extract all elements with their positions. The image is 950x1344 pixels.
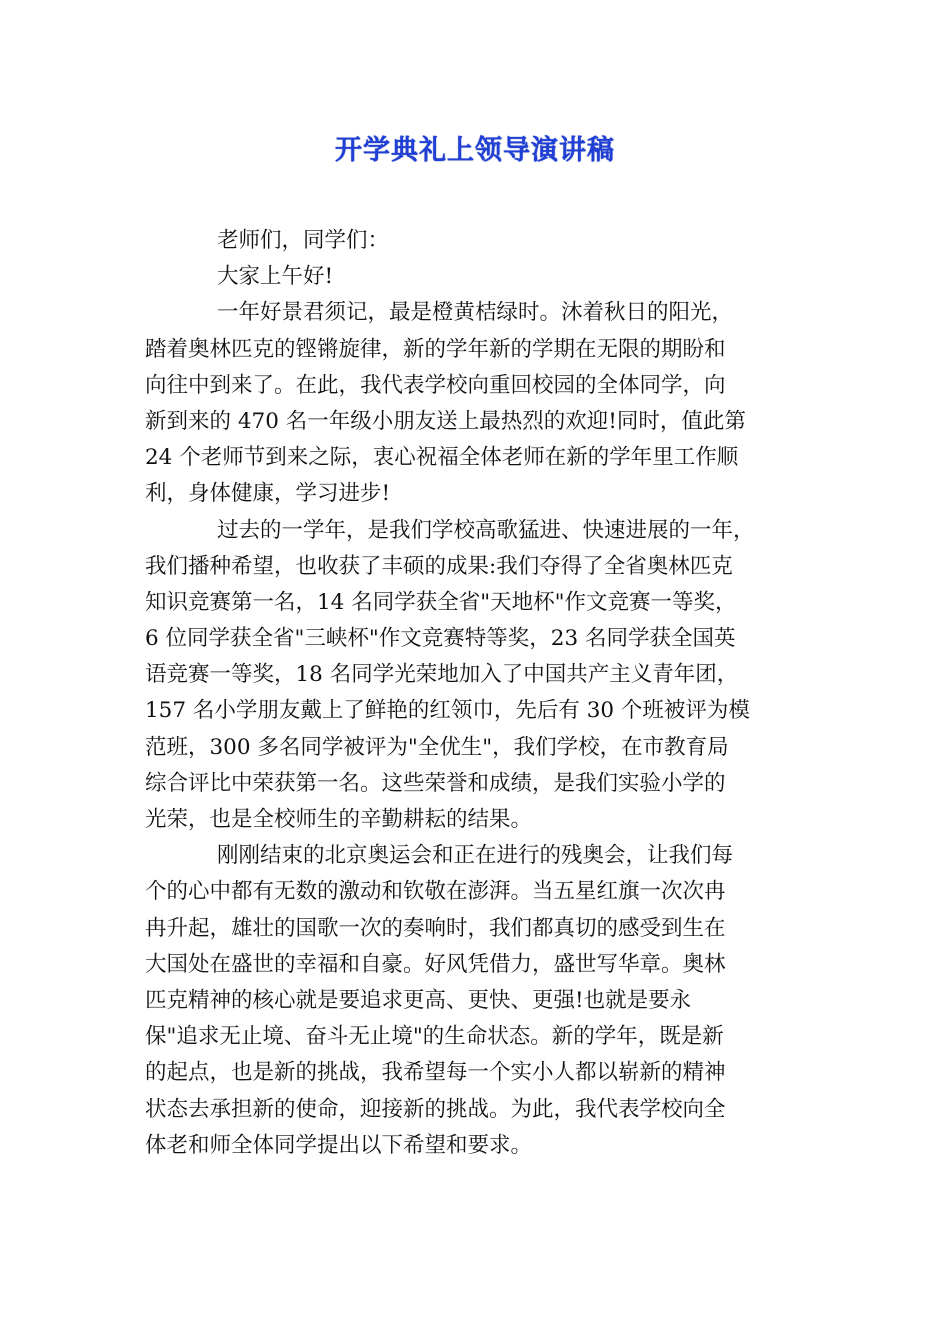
text-line: 的起点，也是新的挑战，我希望每一个实小人都以崭新的精神 [145,1060,726,1086]
text-line: 157 名小学朋友戴上了鲜艳的红领巾，先后有 30 个班被评为模 [145,698,750,724]
text-line: 老师们，同学们： [217,228,390,253]
text-line: 光荣，也是全校师生的辛勤耕耘的结果。 [145,807,533,832]
text-line: 语竞赛一等奖，18 名同学光荣地加入了中国共产主义青年团， [145,662,739,688]
text-line: 我们播种希望，也收获了丰硕的成果:我们夺得了全省奥林匹克 [145,553,733,579]
text-line: 踏着奥林匹克的铿锵旋律，新的学年新的学期在无限的期盼和 [145,336,726,362]
text-line: 过去的一学年，是我们学校高歌猛进、快速进展的一年， [217,517,755,543]
document-title: 开学典礼上领导演讲稿 [335,135,615,166]
text-line: 向往中到来了。在此，我代表学校向重回校园的全体同学，向 [145,372,726,398]
text-line: 状态去承担新的使命，迎接新的挑战。为此，我代表学校向全 [145,1096,726,1122]
text-line: 24 个老师节到来之际，衷心祝福全体老师在新的学年里工作顺 [145,445,739,471]
text-line: 体老和师全体同学提出以下希望和要求。 [145,1132,533,1158]
text-line: 匹克精神的核心就是要追求更高、更快、更强!也就是要永 [145,987,692,1013]
text-line: 一年好景君须记，最是橙黄桔绿时。沐着秋日的阳光， [217,300,734,326]
text-line: 冉升起，雄壮的国歌一次的奏响时，我们都真切的感受到生在 [145,915,726,941]
text-line: 刚刚结束的北京奥运会和正在进行的残奥会，让我们每 [217,843,734,869]
text-line: 利，身体健康，学习进步! [145,481,391,507]
text-line: 综合评比中荣获第一名。这些荣誉和成绩，是我们实验小学的 [145,770,726,796]
text-line: 新到来的 470 名一年级小朋友送上最热烈的欢迎!同时，值此第 [145,408,746,434]
text-line: 保"追求无止境、奋斗无止境"的生命状态。新的学年，既是新 [145,1024,724,1050]
text-line: 个的心中都有无数的激动和钦敬在澎湃。当五星红旗一次次冉 [145,879,726,905]
text-line: 知识竞赛第一名，14 名同学获全省"天地杯"作文竞赛一等奖， [145,589,737,615]
text-line: 大家上午好! [217,264,334,290]
text-line: 范班，300 多名同学被评为"全优生"，我们学校，在市教育局 [145,734,729,760]
text-line: 6 位同学获全省"三峡杯"作文竞赛特等奖，23 名同学获全国英 [145,626,736,652]
text-line: 大国处在盛世的幸福和自豪。好风凭借力，盛世写华章。奥林 [145,951,726,977]
document-body [145,223,810,1164]
